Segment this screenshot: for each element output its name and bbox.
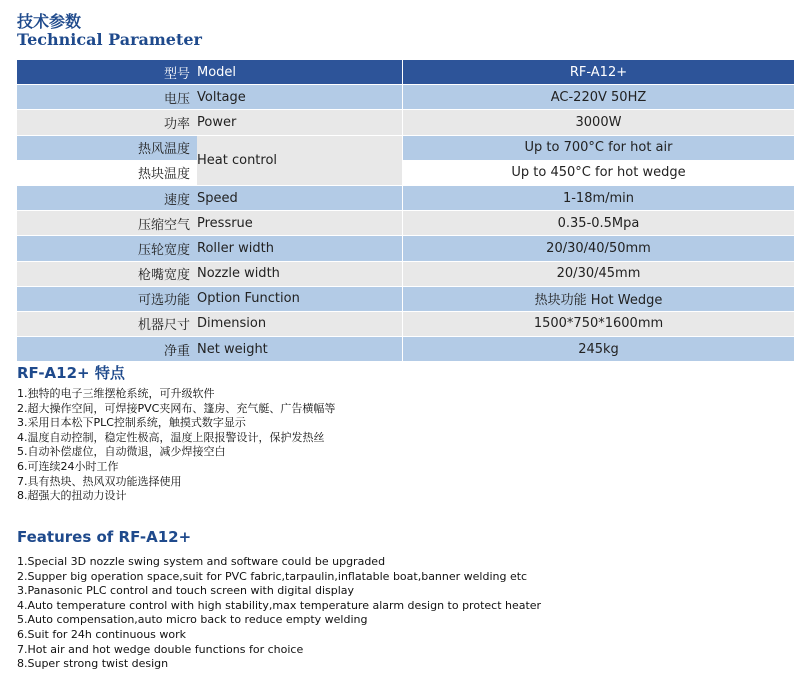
list-item: 3.采用日本松下PLC控制系统，触摸式数字显示: [17, 416, 246, 430]
param-label-cn: 电压: [17, 85, 197, 110]
param-value: 1-18m/min: [403, 185, 795, 210]
table-row: [17, 261, 794, 286]
param-label-en: Power: [197, 110, 403, 135]
list-item: 4.温度自动控制，稳定性极高，温度上限报警设计，保护发热丝: [17, 430, 325, 444]
param-label-cn: 可选功能: [17, 286, 197, 311]
param-value: 1500*750*1600mm: [403, 311, 795, 336]
param-label-en: Nozzle width: [197, 261, 403, 286]
param-label-en: Voltage: [197, 85, 403, 110]
table-row: [17, 185, 794, 210]
features-cn-list: [17, 387, 335, 504]
param-label-en: Model: [197, 60, 403, 85]
list-item: 7.具有热块、热风双功能选择使用: [17, 474, 182, 488]
table-row: [17, 337, 794, 362]
param-label-cn: 压轮宽度: [17, 236, 197, 261]
table-row: [17, 311, 794, 336]
param-value: RF-A12+: [403, 60, 795, 85]
param-label-en: Speed: [197, 185, 403, 210]
table-row: [17, 211, 794, 236]
table-row: [17, 110, 794, 135]
param-label-cn: 热块温度: [17, 160, 197, 185]
table-row: [17, 286, 794, 311]
param-label-en: Dimension: [197, 311, 403, 336]
param-label-cn: 净重: [17, 337, 197, 362]
features-cn-title: RF-A12+ 特点: [17, 364, 125, 382]
param-value: AC-220V 50HZ: [403, 85, 795, 110]
param-label-en: Roller width: [197, 236, 403, 261]
page-title-cn: 技术参数: [17, 12, 82, 31]
param-label-cn: 机器尺寸: [17, 311, 197, 336]
page-title-en: Technical Parameter: [17, 30, 202, 49]
table-row: [17, 135, 794, 160]
table-row: [17, 236, 794, 261]
param-value: 20/30/45mm: [403, 261, 795, 286]
features-en-title: Features of RF-A12+: [17, 528, 192, 546]
list-item: 8.超强大的扭动力设计: [17, 489, 127, 503]
list-item: 6.可连续24小时工作: [17, 459, 119, 473]
param-value: 0.35-0.5Mpa: [403, 211, 795, 236]
list-item: 7.Hot air and hot wedge double functions for choice: [17, 642, 304, 656]
table-row: [17, 60, 794, 85]
list-item: 1.独特的电子三维摆枪系统，可升级软件: [17, 387, 215, 400]
param-label-en: Heat control: [197, 135, 403, 185]
list-item: 2.Supper big operation space,suit for PVC fabric,tarpaulin,inflatable boat,banner welding etc: [17, 569, 528, 583]
param-label-cn: 速度: [17, 185, 197, 210]
features-en-list: [17, 555, 541, 672]
list-item: 2.超大操作空间，可焊接PVC夹网布、篷房、充气艇、广告横幅等: [17, 401, 336, 415]
spec-table: [17, 60, 794, 362]
table-row: [17, 160, 794, 185]
param-label-en: Pressrue: [197, 211, 403, 236]
list-item: 1.Special 3D nozzle swing system and software could be upgraded: [17, 555, 386, 568]
param-value: Up to 700°C for hot air: [403, 135, 795, 160]
list-item: 5.Auto compensation,auto micro back to reduce empty welding: [17, 613, 368, 627]
list-item: 5.自动补偿虚位，自动微退，减少焊接空白: [17, 445, 226, 459]
param-value: 20/30/40/50mm: [403, 236, 795, 261]
list-item: 4.Auto temperature control with high stability,max temperature alarm design to protect heater: [17, 598, 542, 612]
param-value: Up to 450°C for hot wedge: [403, 160, 795, 185]
table-row: [17, 85, 794, 110]
list-item: 8.Super strong twist design: [17, 657, 169, 671]
param-label-en: Option Function: [197, 286, 403, 311]
param-value: 245kg: [403, 337, 795, 362]
param-label-cn: 型号: [17, 60, 197, 85]
param-label-en: Net weight: [197, 337, 403, 362]
param-label-cn: 枪嘴宽度: [17, 261, 197, 286]
param-value: 3000W: [403, 110, 795, 135]
param-label-cn: 功率: [17, 110, 197, 135]
param-value: 热块功能 Hot Wedge: [403, 286, 795, 311]
list-item: 3.Panasonic PLC control and touch screen with digital display: [17, 584, 355, 598]
param-label-cn: 热风温度: [17, 135, 197, 160]
param-label-cn: 压缩空气: [17, 211, 197, 236]
list-item: 6.Suit for 24h continuous work: [17, 627, 187, 641]
